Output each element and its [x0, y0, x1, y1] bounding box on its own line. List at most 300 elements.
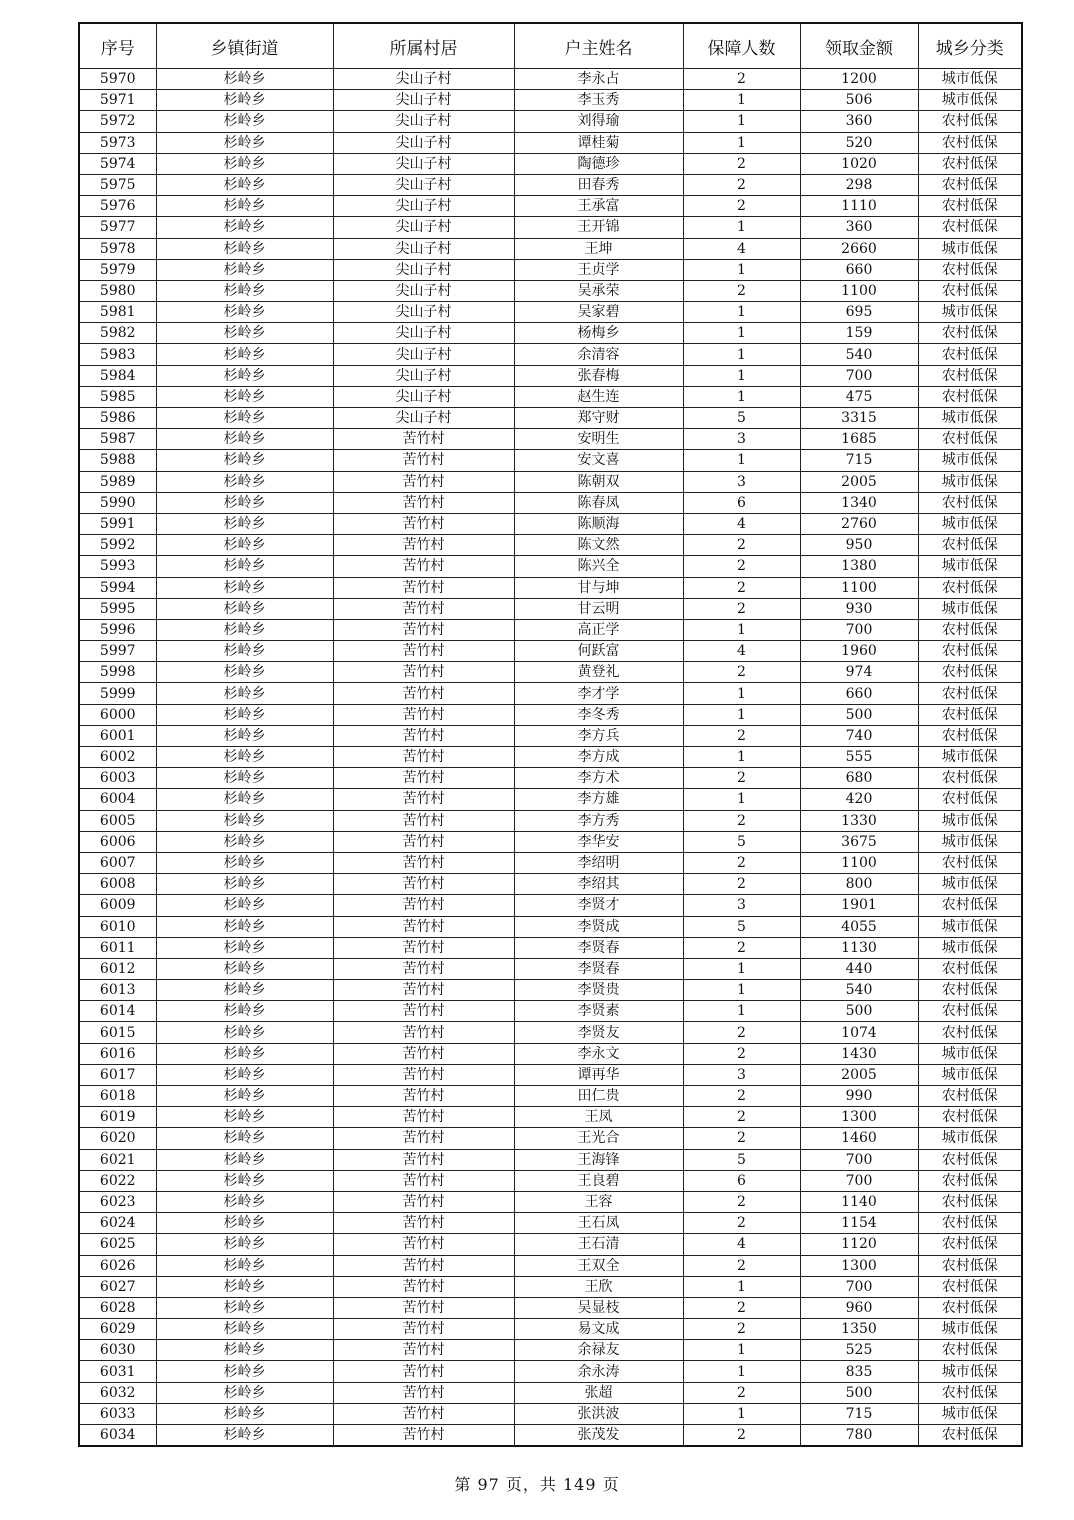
cell-village: 苦竹村: [333, 1086, 514, 1107]
cell-seq: 5999: [79, 683, 156, 704]
cell-householder: 王石凤: [514, 1213, 683, 1234]
cell-village: 苦竹村: [333, 1064, 514, 1085]
cell-seq: 5995: [79, 598, 156, 619]
cell-seq: 5972: [79, 111, 156, 132]
cell-township: 杉岭乡: [156, 1149, 333, 1170]
cell-village: 尖山子村: [333, 238, 514, 259]
cell-householder: 王双全: [514, 1255, 683, 1276]
cell-seq: 5970: [79, 69, 156, 90]
cell-amount: 1100: [800, 577, 918, 598]
cell-householder: 安明生: [514, 429, 683, 450]
cell-persons: 1: [683, 450, 800, 471]
cell-householder: 刘得瑜: [514, 111, 683, 132]
cell-category: 农村低保: [918, 1001, 1022, 1022]
table-row: [79, 1043, 1022, 1064]
cell-village: 尖山子村: [333, 323, 514, 344]
cell-township: 杉岭乡: [156, 662, 333, 683]
table-row: [79, 111, 1022, 132]
cell-persons: 1: [683, 259, 800, 280]
cell-township: 杉岭乡: [156, 1001, 333, 1022]
table-row: [79, 598, 1022, 619]
table-row: [79, 1361, 1022, 1382]
cell-persons: 5: [683, 916, 800, 937]
cell-seq: 6027: [79, 1276, 156, 1297]
cell-amount: 950: [800, 535, 918, 556]
cell-householder: 李贤春: [514, 937, 683, 958]
table-row: [79, 1213, 1022, 1234]
cell-village: 苦竹村: [333, 556, 514, 577]
cell-persons: 5: [683, 831, 800, 852]
cell-village: 苦竹村: [333, 704, 514, 725]
cell-township: 杉岭乡: [156, 1022, 333, 1043]
cell-householder: 李永占: [514, 69, 683, 90]
table-row: [79, 1149, 1022, 1170]
cell-householder: 李才学: [514, 683, 683, 704]
cell-category: 农村低保: [918, 492, 1022, 513]
cell-category: 农村低保: [918, 386, 1022, 407]
cell-village: 苦竹村: [333, 1340, 514, 1361]
cell-village: 苦竹村: [333, 1149, 514, 1170]
cell-category: 城市低保: [918, 831, 1022, 852]
table-row: [79, 513, 1022, 534]
cell-persons: 6: [683, 492, 800, 513]
cell-township: 杉岭乡: [156, 471, 333, 492]
cell-persons: 2: [683, 196, 800, 217]
table-row: [79, 980, 1022, 1001]
cell-amount: 4055: [800, 916, 918, 937]
cell-householder: 吴家碧: [514, 302, 683, 323]
cell-township: 杉岭乡: [156, 280, 333, 301]
cell-category: 农村低保: [918, 768, 1022, 789]
cell-amount: 660: [800, 259, 918, 280]
cell-category: 农村低保: [918, 725, 1022, 746]
cell-seq: 6010: [79, 916, 156, 937]
table-row: [79, 238, 1022, 259]
cell-category: 农村低保: [918, 577, 1022, 598]
cell-category: 农村低保: [918, 619, 1022, 640]
cell-category: 农村低保: [918, 1086, 1022, 1107]
cell-seq: 6022: [79, 1170, 156, 1191]
cell-amount: 800: [800, 874, 918, 895]
cell-township: 杉岭乡: [156, 259, 333, 280]
cell-village: 苦竹村: [333, 980, 514, 1001]
cell-category: 农村低保: [918, 1340, 1022, 1361]
cell-seq: 5978: [79, 238, 156, 259]
cell-township: 杉岭乡: [156, 90, 333, 111]
cell-village: 尖山子村: [333, 344, 514, 365]
cell-seq: 5973: [79, 132, 156, 153]
cell-persons: 2: [683, 1255, 800, 1276]
cell-householder: 吴显枝: [514, 1297, 683, 1318]
cell-seq: 6011: [79, 937, 156, 958]
cell-persons: 1: [683, 683, 800, 704]
cell-township: 杉岭乡: [156, 874, 333, 895]
cell-township: 杉岭乡: [156, 619, 333, 640]
cell-seq: 5996: [79, 619, 156, 640]
cell-village: 苦竹村: [333, 747, 514, 768]
cell-amount: 1074: [800, 1022, 918, 1043]
cell-seq: 5991: [79, 513, 156, 534]
cell-category: 农村低保: [918, 1297, 1022, 1318]
cell-township: 杉岭乡: [156, 1213, 333, 1234]
cell-village: 苦竹村: [333, 937, 514, 958]
cell-township: 杉岭乡: [156, 1340, 333, 1361]
cell-village: 苦竹村: [333, 810, 514, 831]
cell-seq: 6016: [79, 1043, 156, 1064]
col-header-amount: 领取金额: [800, 23, 918, 69]
cell-category: 城市低保: [918, 450, 1022, 471]
cell-householder: 李贤友: [514, 1022, 683, 1043]
cell-village: 苦竹村: [333, 492, 514, 513]
cell-township: 杉岭乡: [156, 577, 333, 598]
cell-seq: 5997: [79, 641, 156, 662]
cell-persons: 6: [683, 1170, 800, 1191]
table-row: [79, 958, 1022, 979]
cell-amount: 1300: [800, 1107, 918, 1128]
table-row: [79, 1234, 1022, 1255]
cell-householder: 王容: [514, 1191, 683, 1212]
cell-householder: 李绍明: [514, 852, 683, 873]
col-header-seq: 序号: [79, 23, 156, 69]
cell-householder: 李华安: [514, 831, 683, 852]
cell-householder: 李方兵: [514, 725, 683, 746]
cell-seq: 5988: [79, 450, 156, 471]
cell-category: 城市低保: [918, 238, 1022, 259]
cell-village: 苦竹村: [333, 958, 514, 979]
cell-persons: 2: [683, 662, 800, 683]
cell-householder: 陈春凤: [514, 492, 683, 513]
cell-township: 杉岭乡: [156, 852, 333, 873]
cell-category: 城市低保: [918, 937, 1022, 958]
cell-amount: 506: [800, 90, 918, 111]
cell-seq: 5983: [79, 344, 156, 365]
cell-amount: 1154: [800, 1213, 918, 1234]
cell-seq: 5976: [79, 196, 156, 217]
table-row: [79, 471, 1022, 492]
cell-persons: 2: [683, 1297, 800, 1318]
cell-category: 农村低保: [918, 132, 1022, 153]
cell-householder: 王海锋: [514, 1149, 683, 1170]
cell-township: 杉岭乡: [156, 513, 333, 534]
cell-category: 农村低保: [918, 662, 1022, 683]
cell-persons: 2: [683, 556, 800, 577]
cell-householder: 黄登礼: [514, 662, 683, 683]
cell-householder: 王良碧: [514, 1170, 683, 1191]
cell-category: 农村低保: [918, 1213, 1022, 1234]
cell-category: 城市低保: [918, 1403, 1022, 1424]
cell-amount: 740: [800, 725, 918, 746]
cell-township: 杉岭乡: [156, 1425, 333, 1447]
table-header: [79, 23, 1022, 69]
cell-category: 农村低保: [918, 323, 1022, 344]
cell-amount: 974: [800, 662, 918, 683]
cell-village: 尖山子村: [333, 302, 514, 323]
cell-persons: 1: [683, 1276, 800, 1297]
cell-amount: 700: [800, 1276, 918, 1297]
col-header-township: 乡镇街道: [156, 23, 333, 69]
cell-category: 农村低保: [918, 1022, 1022, 1043]
cell-amount: 695: [800, 302, 918, 323]
cell-village: 尖山子村: [333, 365, 514, 386]
cell-amount: 1901: [800, 895, 918, 916]
cell-seq: 6021: [79, 1149, 156, 1170]
cell-village: 苦竹村: [333, 725, 514, 746]
cell-persons: 2: [683, 1213, 800, 1234]
cell-persons: 2: [683, 1382, 800, 1403]
table-row: [79, 1340, 1022, 1361]
cell-category: 农村低保: [918, 429, 1022, 450]
cell-amount: 2760: [800, 513, 918, 534]
table-row: [79, 1170, 1022, 1191]
cell-seq: 5990: [79, 492, 156, 513]
cell-amount: 1685: [800, 429, 918, 450]
cell-householder: 吴承荣: [514, 280, 683, 301]
cell-village: 苦竹村: [333, 1001, 514, 1022]
cell-persons: 2: [683, 1191, 800, 1212]
cell-amount: 1330: [800, 810, 918, 831]
cell-householder: 甘与坤: [514, 577, 683, 598]
cell-amount: 1960: [800, 641, 918, 662]
table-row: [79, 1191, 1022, 1212]
cell-persons: 5: [683, 408, 800, 429]
cell-seq: 6000: [79, 704, 156, 725]
cell-persons: 2: [683, 725, 800, 746]
cell-amount: 159: [800, 323, 918, 344]
table-row: [79, 1086, 1022, 1107]
cell-township: 杉岭乡: [156, 450, 333, 471]
cell-category: 城市低保: [918, 1319, 1022, 1340]
table-row: [79, 132, 1022, 153]
cell-amount: 500: [800, 704, 918, 725]
cell-persons: 3: [683, 429, 800, 450]
cell-category: 农村低保: [918, 217, 1022, 238]
cell-persons: 2: [683, 810, 800, 831]
cell-persons: 2: [683, 577, 800, 598]
cell-village: 苦竹村: [333, 1425, 514, 1447]
cell-amount: 298: [800, 174, 918, 195]
cell-amount: 960: [800, 1297, 918, 1318]
cell-township: 杉岭乡: [156, 556, 333, 577]
cell-amount: 680: [800, 768, 918, 789]
cell-seq: 6002: [79, 747, 156, 768]
cell-category: 农村低保: [918, 980, 1022, 1001]
cell-persons: 5: [683, 1149, 800, 1170]
table-row: [79, 365, 1022, 386]
cell-amount: 360: [800, 217, 918, 238]
cell-persons: 4: [683, 238, 800, 259]
cell-seq: 6033: [79, 1403, 156, 1424]
cell-persons: 2: [683, 768, 800, 789]
table-row: [79, 810, 1022, 831]
cell-persons: 2: [683, 535, 800, 556]
cell-amount: 360: [800, 111, 918, 132]
cell-persons: 2: [683, 852, 800, 873]
table-row: [79, 344, 1022, 365]
cell-township: 杉岭乡: [156, 535, 333, 556]
cell-persons: 2: [683, 153, 800, 174]
table-row: [79, 1382, 1022, 1403]
table-row: [79, 174, 1022, 195]
cell-township: 杉岭乡: [156, 831, 333, 852]
cell-village: 苦竹村: [333, 1361, 514, 1382]
cell-seq: 5982: [79, 323, 156, 344]
cell-persons: 1: [683, 1340, 800, 1361]
cell-seq: 5987: [79, 429, 156, 450]
cell-village: 苦竹村: [333, 1276, 514, 1297]
cell-householder: 陈文然: [514, 535, 683, 556]
table-row: [79, 725, 1022, 746]
cell-township: 杉岭乡: [156, 323, 333, 344]
cell-category: 城市低保: [918, 408, 1022, 429]
table-row: [79, 916, 1022, 937]
cell-amount: 1140: [800, 1191, 918, 1212]
cell-persons: 1: [683, 980, 800, 1001]
cell-category: 农村低保: [918, 174, 1022, 195]
table-row: [79, 1107, 1022, 1128]
cell-householder: 李方术: [514, 768, 683, 789]
cell-seq: 5980: [79, 280, 156, 301]
cell-householder: 李冬秀: [514, 704, 683, 725]
cell-category: 城市低保: [918, 874, 1022, 895]
table-row: [79, 1064, 1022, 1085]
table-row: [79, 1001, 1022, 1022]
table-row: [79, 492, 1022, 513]
cell-persons: 1: [683, 1403, 800, 1424]
cell-category: 城市低保: [918, 302, 1022, 323]
cell-township: 杉岭乡: [156, 69, 333, 90]
cell-township: 杉岭乡: [156, 789, 333, 810]
cell-township: 杉岭乡: [156, 958, 333, 979]
table-row: [79, 768, 1022, 789]
cell-township: 杉岭乡: [156, 365, 333, 386]
cell-householder: 张超: [514, 1382, 683, 1403]
cell-amount: 700: [800, 619, 918, 640]
cell-village: 苦竹村: [333, 471, 514, 492]
cell-category: 农村低保: [918, 365, 1022, 386]
cell-village: 尖山子村: [333, 280, 514, 301]
cell-township: 杉岭乡: [156, 937, 333, 958]
cell-seq: 6012: [79, 958, 156, 979]
cell-householder: 张春梅: [514, 365, 683, 386]
cell-persons: 2: [683, 1086, 800, 1107]
cell-householder: 王凤: [514, 1107, 683, 1128]
cell-township: 杉岭乡: [156, 1128, 333, 1149]
cell-category: 农村低保: [918, 641, 1022, 662]
cell-category: 城市低保: [918, 69, 1022, 90]
cell-category: 城市低保: [918, 747, 1022, 768]
cell-amount: 540: [800, 344, 918, 365]
cell-township: 杉岭乡: [156, 1043, 333, 1064]
cell-householder: 易文成: [514, 1319, 683, 1340]
cell-seq: 5975: [79, 174, 156, 195]
table-row: [79, 259, 1022, 280]
table-row: [79, 1297, 1022, 1318]
table-row: [79, 662, 1022, 683]
cell-village: 苦竹村: [333, 916, 514, 937]
cell-seq: 6006: [79, 831, 156, 852]
table-row: [79, 408, 1022, 429]
table-row: [79, 874, 1022, 895]
cell-village: 尖山子村: [333, 386, 514, 407]
table-row: [79, 1403, 1022, 1424]
cell-persons: 2: [683, 937, 800, 958]
cell-persons: 2: [683, 1107, 800, 1128]
table-row: [79, 217, 1022, 238]
cell-amount: 3315: [800, 408, 918, 429]
cell-village: 苦竹村: [333, 641, 514, 662]
cell-township: 杉岭乡: [156, 1297, 333, 1318]
cell-village: 尖山子村: [333, 69, 514, 90]
cell-category: 城市低保: [918, 1361, 1022, 1382]
cell-category: 农村低保: [918, 1149, 1022, 1170]
cell-township: 杉岭乡: [156, 1086, 333, 1107]
cell-township: 杉岭乡: [156, 111, 333, 132]
table-row: [79, 704, 1022, 725]
cell-amount: 2005: [800, 471, 918, 492]
cell-householder: 王石清: [514, 1234, 683, 1255]
cell-category: 城市低保: [918, 556, 1022, 577]
cell-category: 城市低保: [918, 1043, 1022, 1064]
cell-amount: 440: [800, 958, 918, 979]
cell-seq: 5971: [79, 90, 156, 111]
cell-householder: 陈兴全: [514, 556, 683, 577]
cell-householder: 陈顺海: [514, 513, 683, 534]
table-body: [79, 69, 1022, 1447]
cell-householder: 杨梅乡: [514, 323, 683, 344]
cell-village: 苦竹村: [333, 1170, 514, 1191]
cell-township: 杉岭乡: [156, 302, 333, 323]
cell-village: 苦竹村: [333, 619, 514, 640]
col-header-village: 所属村居: [333, 23, 514, 69]
table-row: [79, 895, 1022, 916]
cell-householder: 李贤才: [514, 895, 683, 916]
cell-persons: 1: [683, 90, 800, 111]
cell-householder: 谭桂菊: [514, 132, 683, 153]
cell-persons: 2: [683, 1319, 800, 1340]
cell-township: 杉岭乡: [156, 217, 333, 238]
cell-householder: 甘云明: [514, 598, 683, 619]
cell-category: 农村低保: [918, 895, 1022, 916]
col-header-category: 城乡分类: [918, 23, 1022, 69]
cell-amount: 420: [800, 789, 918, 810]
cell-village: 苦竹村: [333, 683, 514, 704]
cell-amount: 930: [800, 598, 918, 619]
cell-amount: 2005: [800, 1064, 918, 1085]
cell-category: 农村低保: [918, 1425, 1022, 1447]
cell-township: 杉岭乡: [156, 1107, 333, 1128]
cell-village: 苦竹村: [333, 789, 514, 810]
cell-seq: 5974: [79, 153, 156, 174]
cell-householder: 陈朝双: [514, 471, 683, 492]
cell-householder: 李方秀: [514, 810, 683, 831]
cell-amount: 1340: [800, 492, 918, 513]
table-row: [79, 1128, 1022, 1149]
table-row: [79, 323, 1022, 344]
cell-township: 杉岭乡: [156, 408, 333, 429]
cell-category: 农村低保: [918, 958, 1022, 979]
cell-householder: 王光合: [514, 1128, 683, 1149]
cell-category: 农村低保: [918, 153, 1022, 174]
cell-persons: 1: [683, 958, 800, 979]
table-row: [79, 90, 1022, 111]
cell-village: 苦竹村: [333, 1043, 514, 1064]
cell-seq: 6029: [79, 1319, 156, 1340]
header-row: [79, 23, 1022, 69]
cell-persons: 1: [683, 132, 800, 153]
table-row: [79, 1276, 1022, 1297]
cell-seq: 6025: [79, 1234, 156, 1255]
cell-seq: 5989: [79, 471, 156, 492]
